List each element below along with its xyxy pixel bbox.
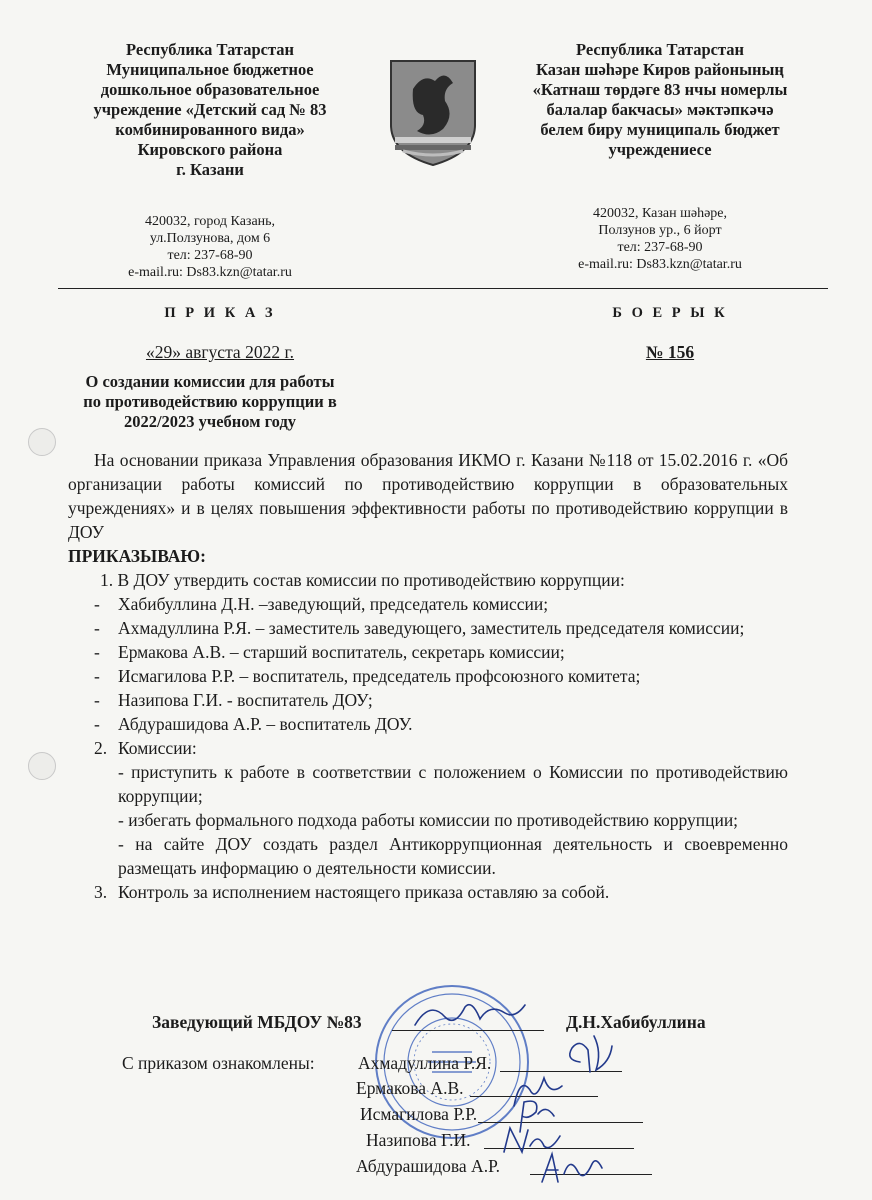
director-name: Д.Н.Хабибуллина — [566, 1012, 706, 1032]
punch-hole-top — [28, 428, 56, 456]
task-item: - приступить к работе в соответствии с положением о Комиссии по противодействию коррупции; — [118, 762, 788, 806]
header-left-line: Муниципальное бюджетное — [106, 60, 314, 79]
member-item: - Назипова Г.И. - воспитатель ДОУ; — [94, 690, 373, 710]
order-word: ПРИКАЗЫВАЮ: — [68, 546, 206, 566]
subject-line: 2022/2023 учебном году — [123, 412, 297, 431]
item-2: 2. Комиссии: — [94, 738, 197, 758]
header-left-line: учреждение «Детский сад № 83 — [93, 100, 327, 119]
header-right-line: «Катнаш төрдәге 83 нчы номерлы — [532, 80, 788, 99]
punch-hole-bottom — [28, 752, 56, 780]
header-left — [60, 40, 360, 180]
director-signature — [410, 995, 530, 1035]
header-left-line: Республика Татарстан — [125, 40, 295, 59]
address-left-line: 420032, город Казань, — [144, 214, 276, 229]
order-date: «29» августа 2022 г. — [145, 342, 295, 362]
dash-marker: - — [94, 666, 100, 686]
item-3: 3. Контроль за исполнением настоящего приказа оставляю за собой. — [94, 882, 610, 902]
address-right-line: e-mail.ru: Ds83.kzn@tatar.ru — [578, 257, 742, 272]
member-item: - Абдурашидова А.Р. – воспитатель ДОУ. — [94, 714, 413, 734]
item-1: 1. В ДОУ утвердить состав комиссии по противодействию коррупции: — [100, 570, 625, 590]
signature-ahmadullina — [560, 1032, 620, 1077]
address-right-line: 420032, Казан шәһәре, — [592, 206, 728, 221]
subject-line: по противодействию коррупции в — [83, 392, 337, 411]
acquainted-name: Ахмадуллина Р.Я. — [358, 1053, 492, 1073]
header-right-line: учреждениесе — [608, 140, 712, 159]
task-item: - избегать формального подхода работы комиссии по противодействию коррупции; — [118, 810, 739, 830]
director-position: Заведующий МБДОУ №83 — [152, 1012, 362, 1032]
address-left-line: ул.Ползунова, дом 6 — [149, 231, 271, 246]
header-left-line: Кировского района — [137, 140, 283, 159]
header-left-line: дошкольное образовательное — [100, 80, 320, 99]
task-item: - на сайте ДОУ создать раздел Антикоррупционная деятельность и своевременно размещать информацию о деятельности комиссии. — [118, 834, 788, 878]
dash-marker: - — [94, 642, 100, 662]
header-right-line: Казан шәһәре Киров районының — [536, 60, 784, 79]
title-boeryk: Б О Е Р Ы К — [612, 305, 728, 321]
member-item: - Ахмадуллина Р.Я. – заместитель заведующего, заместитель председателя комиссии; — [94, 618, 745, 638]
address-right — [490, 205, 830, 273]
signature-abdurashidova — [536, 1148, 606, 1188]
header-left-line: г. Казани — [176, 160, 244, 179]
title-prikaz: П Р И К А З — [164, 305, 276, 321]
acquainted-name: Исмагилова Р.Р. — [360, 1104, 478, 1124]
dash-marker: - — [94, 714, 100, 734]
subject-line: О создании комиссии для работы — [85, 372, 335, 391]
member-item: - Ермакова А.В. – старший воспитатель, секретарь комиссии; — [94, 642, 565, 662]
header-right-line: Республика Татарстан — [575, 40, 745, 59]
order-body — [68, 448, 788, 904]
acquainted-name: Назипова Г.И. — [366, 1130, 471, 1150]
acquainted-name: Абдурашидова А.Р. — [356, 1156, 500, 1176]
dash-marker: - — [94, 618, 100, 638]
dash-marker: - — [94, 690, 100, 710]
coat-of-arms-emblem — [383, 55, 483, 167]
intro-paragraph: На основании приказа Управления образования ИКМО г. Казани №118 от 15.02.2016 г. «Об организации работы комиссий по противодействию коррупции в образовательных учреждениях» и в целях повышения эффективности работы по противодействию коррупции в ДОУ — [68, 450, 788, 542]
header-left-line: комбинированного вида» — [115, 120, 305, 139]
address-right-line: тел: 237-68-90 — [617, 240, 703, 255]
address-left — [60, 213, 360, 281]
header-right-line: балалар бакчасы» мәктәпкәчә — [546, 100, 774, 119]
member-item: - Исмагилова Р.Р. – воспитатель, председатель профсоюзного комитета; — [94, 666, 641, 686]
address-left-line: e-mail.ru: Ds83.kzn@tatar.ru — [128, 265, 292, 280]
acquainted-name: Ермакова А.В. — [356, 1078, 464, 1098]
acquainted-label: С приказом ознакомлены: — [122, 1053, 315, 1073]
member-item: - Хабибуллина Д.Н. –заведующий, председатель комиссии; — [94, 594, 549, 614]
header-divider — [58, 288, 828, 289]
order-number: № 156 — [645, 342, 695, 362]
dash-marker: - — [94, 594, 100, 614]
address-left-line: тел: 237-68-90 — [167, 248, 253, 263]
header-right-line: белем биру муниципаль бюджет — [540, 120, 780, 139]
order-subject — [50, 372, 370, 432]
address-right-line: Ползунов ур., 6 йорт — [598, 223, 722, 238]
header-right — [490, 40, 830, 160]
